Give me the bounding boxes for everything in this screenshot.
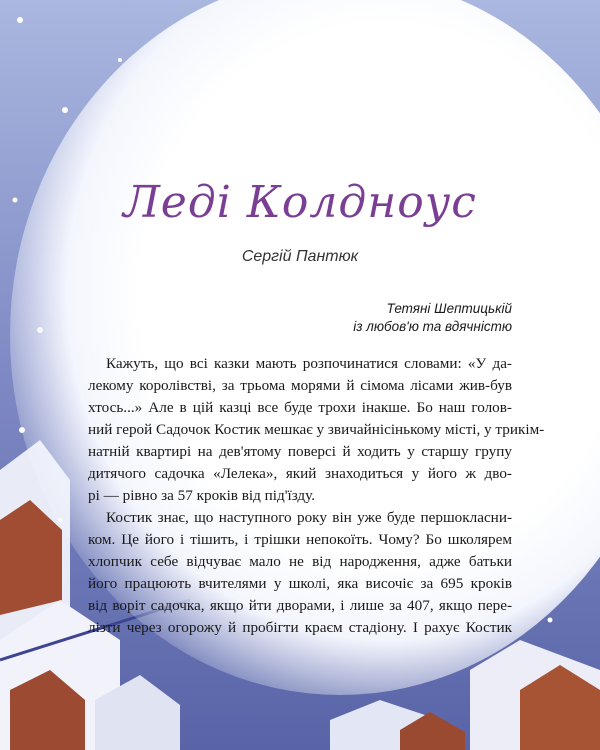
story-author: Сергій Пантюк bbox=[241, 248, 359, 265]
text-line: Кажуть, що всі казки мають розпочинатися словами: «У да- bbox=[106, 355, 512, 372]
text-line: від воріт садочка, якщо йти дворами, і лише за 407, якщо пере- bbox=[88, 597, 512, 614]
dedication bbox=[353, 300, 512, 336]
text-line: дитячого садочка «Лелека», який знаходиться у його ж дво- bbox=[88, 465, 512, 482]
text-line: його працюють вчителями у школі, яка височіє за 695 кроків bbox=[88, 575, 512, 592]
paragraph bbox=[88, 507, 512, 639]
text-line: Костик знає, що наступного року він уже буде першокласни- bbox=[106, 509, 512, 526]
text-line: ний герой Садочок Костик мешкає у звичайнісінькому місті, у трикім- bbox=[88, 421, 545, 438]
story-title: Леді Колдноус bbox=[123, 177, 477, 228]
text-line: натній квартирі на дев'ятому поверсі й ходить у старшу групу bbox=[88, 443, 512, 460]
text-line: ком. Це його і тішить, і трішки непокоїть. Чому? Бо школярем bbox=[88, 531, 512, 548]
text-line: лекому королівстві, за трьома морями й сімома лісами жив-був bbox=[88, 377, 512, 394]
text-line: хтось...» Але в цій казці все буде трохи інакше. Бо наш голов- bbox=[88, 399, 512, 416]
dedication-line: Тетяні Шептицькій bbox=[386, 301, 512, 316]
text-line: лізти через огорожу й пробігти краєм стадіону. І рахує Костик bbox=[88, 619, 512, 636]
story-body bbox=[88, 353, 545, 639]
text-line: хлопчик себе відчуває мало не від народження, адже батьки bbox=[88, 553, 512, 570]
paragraph bbox=[88, 353, 545, 507]
text-line: рі — рівно за 57 кроків від під'їзду. bbox=[88, 487, 316, 504]
dedication-line: із любов'ю та вдячністю bbox=[353, 319, 512, 334]
